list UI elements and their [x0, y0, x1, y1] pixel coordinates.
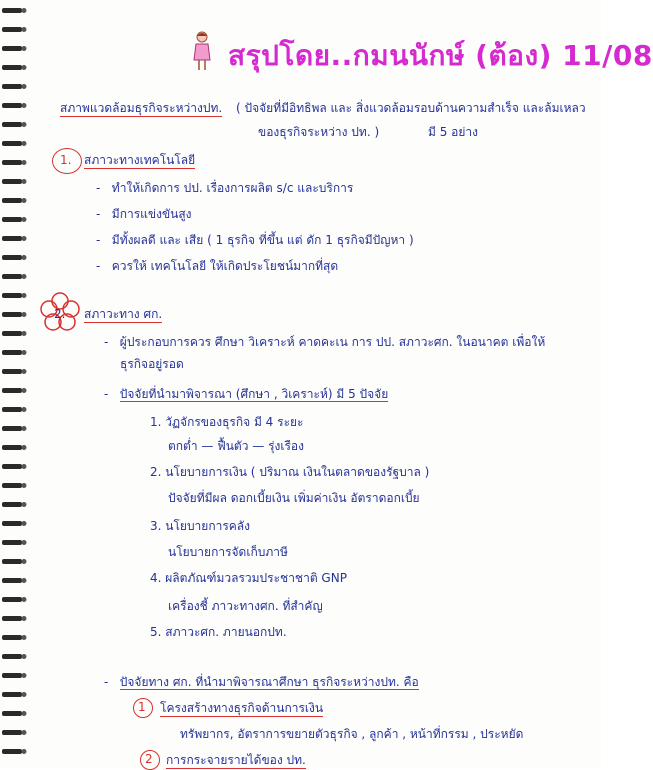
spiral-hole — [22, 369, 27, 374]
section-2-bullet-3: - ปัจจัยทาง ศก. ที่นำมาพิจารณาศึกษา ธุรกิจระหว่างปท. คือ — [104, 675, 419, 689]
spiral-ring — [2, 597, 22, 602]
sub-1-detail: ทรัพยากร, อัตราการขยายตัวธุรกิจ , ลูกค้า , หน้าที่กรรม , ประหยัด — [180, 727, 524, 741]
section-2-heading: สภาวะทาง ศก. — [84, 307, 163, 321]
spiral-ring — [2, 198, 22, 203]
spiral-ring — [2, 369, 22, 374]
factor-4-detail: เครื่องชี้ ภาวะทางศก. ที่สำคัญ — [168, 599, 323, 613]
spiral-hole — [22, 597, 27, 602]
spiral-hole — [22, 217, 27, 222]
spiral-hole — [22, 692, 27, 697]
section-1-heading: สภาวะทางเทคโนโลยี — [84, 153, 196, 167]
section-1-number: 1. — [60, 153, 72, 167]
spiral-ring — [2, 692, 22, 697]
spiral-ring — [2, 236, 22, 241]
spiral-ring — [2, 730, 22, 735]
factor-2-label: 2. นโยบายการเงิน ( ปริมาณ เงินในตลาดของรัฐบาล ) — [150, 465, 430, 479]
spiral-hole — [22, 445, 27, 450]
spiral-hole — [22, 198, 27, 203]
sub-2-number: 2 — [145, 752, 153, 766]
spiral-ring — [2, 521, 22, 526]
spiral-ring — [2, 331, 22, 336]
spiral-ring — [2, 141, 22, 146]
spiral-ring — [2, 103, 22, 108]
intro-description-line2: ของธุรกิจระหว่าง ปท. ) — [258, 125, 380, 139]
factor-3-label: 3. นโยบายการคลัง — [150, 519, 251, 533]
spiral-ring — [2, 540, 22, 545]
spiral-ring — [2, 160, 22, 165]
spiral-hole — [22, 293, 27, 298]
spiral-hole — [22, 559, 27, 564]
spiral-ring — [2, 46, 22, 51]
spiral-hole — [22, 711, 27, 716]
spiral-ring — [2, 654, 22, 659]
spiral-ring — [2, 179, 22, 184]
spiral-hole — [22, 502, 27, 507]
spiral-ring — [2, 559, 22, 564]
spiral-hole — [22, 160, 27, 165]
section-2-bullet-2: - ปัจจัยที่นำมาพิจารณา (ศึกษา , วิเคราะห์) มี 5 ปัจจัย — [104, 387, 389, 401]
section-2-bullet-1-line2: ธุรกิจอยู่รอด — [120, 357, 184, 371]
spiral-hole — [22, 654, 27, 659]
spiral-ring — [2, 616, 22, 621]
spiral-ring — [2, 635, 22, 640]
spiral-ring — [2, 407, 22, 412]
spiral-hole — [22, 65, 27, 70]
spiral-hole — [22, 274, 27, 279]
factor-2-detail: ปัจจัยที่มีผล ดอกเบี้ยเงิน เพิ่มค่าเงิน อัตราดอกเบี้ย — [168, 491, 420, 505]
factor-4-label: 4. ผลิตภัณฑ์มวลรวมประชาชาติ GNP — [150, 571, 347, 585]
spiral-hole — [22, 312, 27, 317]
spiral-hole — [22, 8, 27, 13]
spiral-ring — [2, 749, 22, 754]
spiral-ring — [2, 502, 22, 507]
sub-1-text: โครงสร้างทางธุรกิจด้านการเงิน — [160, 701, 324, 715]
spiral-ring — [2, 426, 22, 431]
spiral-hole — [22, 236, 27, 241]
spiral-hole — [22, 46, 27, 51]
spiral-ring — [2, 673, 22, 678]
factor-3-detail: นโยบายการจัดเก็บภาษี — [168, 545, 288, 559]
spiral-hole — [22, 27, 27, 32]
spiral-ring — [2, 711, 22, 716]
doll-icon — [192, 30, 212, 72]
spiral-hole — [22, 141, 27, 146]
spiral-hole — [22, 103, 27, 108]
spiral-hole — [22, 521, 27, 526]
spiral-ring — [2, 578, 22, 583]
spiral-ring — [2, 122, 22, 127]
section-2-number: 2. — [54, 307, 66, 321]
spiral-ring — [2, 445, 22, 450]
spiral-ring — [2, 350, 22, 355]
spiral-ring — [2, 84, 22, 89]
spiral-hole — [22, 350, 27, 355]
spiral-hole — [22, 388, 27, 393]
sub-2-text: การกระจายรายได้ของ ปท. — [166, 753, 306, 767]
spiral-hole — [22, 673, 27, 678]
sub-1-number: 1 — [138, 700, 146, 714]
spiral-hole — [22, 179, 27, 184]
spiral-ring — [2, 388, 22, 393]
spiral-hole — [22, 635, 27, 640]
section-1-bullet-1: - ทำให้เกิดการ ปป. เรื่องการผลิต s/c และบริการ — [96, 181, 354, 195]
section-1-bullet-3: - มีทั้งผลดี และ เสีย ( 1 ธุรกิจ ที่ขึ้น แต่ ดัก 1 ธุรกิจมีปัญหา ) — [96, 233, 414, 247]
spiral-hole — [22, 407, 27, 412]
spiral-hole — [22, 578, 27, 583]
spiral-ring — [2, 293, 22, 298]
intro-heading: สภาพแวดล้อมธุรกิจระหว่างปท. — [60, 101, 223, 115]
spiral-ring — [2, 312, 22, 317]
spiral-hole — [22, 426, 27, 431]
spiral-hole — [22, 540, 27, 545]
spiral-ring — [2, 255, 22, 260]
spiral-ring — [2, 483, 22, 488]
spiral-ring — [2, 65, 22, 70]
intro-count: มี 5 อย่าง — [428, 125, 479, 139]
spiral-hole — [22, 483, 27, 488]
spiral-hole — [22, 122, 27, 127]
factor-1-detail: ตกต่ำ — ฟื้นตัว — รุ่งเรือง — [168, 439, 304, 453]
spiral-hole — [22, 749, 27, 754]
spiral-ring — [2, 274, 22, 279]
spiral-ring — [2, 217, 22, 222]
factor-1-label: 1. วัฏจักรของธุรกิจ มี 4 ระยะ — [150, 415, 304, 429]
intro-description-line1: ( ปัจจัยที่มีอิทธิพล และ สิ่งแวดล้อมรอบด้านความสำเร็จ และล้มเหลว — [236, 101, 586, 115]
spiral-hole — [22, 616, 27, 621]
section-2-bullet-1-line1: - ผู้ประกอบการควร ศึกษา วิเคราะห์ คาดคะเน การ ปป. สภาวะศก. ในอนาคต เพื่อให้ — [104, 335, 546, 349]
spiral-hole — [22, 255, 27, 260]
section-1-bullet-4: - ควรให้ เทคโนโลยี ให้เกิดประโยชน์มากที่สุด — [96, 259, 339, 273]
spiral-ring — [2, 464, 22, 469]
spiral-ring — [2, 27, 22, 32]
spiral-hole — [22, 730, 27, 735]
page-title: สรุปโดย..กมนนักษ์ (ต้อง) 11/08 — [228, 39, 653, 72]
spiral-hole — [22, 84, 27, 89]
spiral-hole — [22, 464, 27, 469]
factor-5-label: 5. สภาวะศก. ภายนอกปท. — [150, 625, 287, 639]
spiral-hole — [22, 331, 27, 336]
spiral-binding — [0, 0, 30, 768]
spiral-ring — [2, 8, 22, 13]
section-1-bullet-2: - มีการแข่งขันสูง — [96, 207, 192, 221]
